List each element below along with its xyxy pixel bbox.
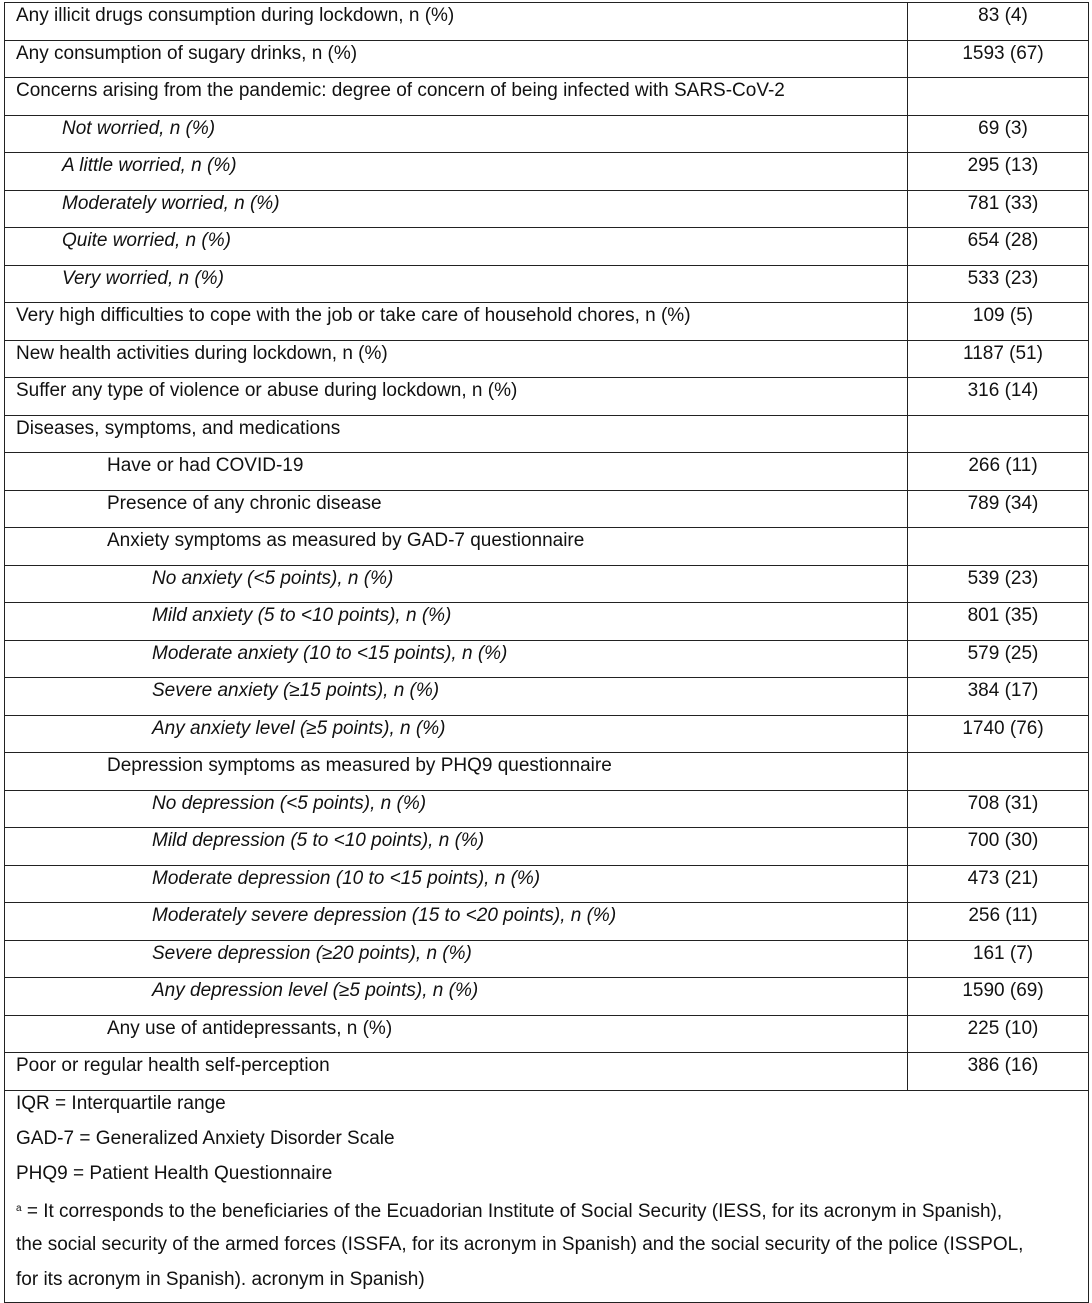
row-label: Moderately worried, n (%) xyxy=(5,190,908,228)
row-value: 256 (11) xyxy=(968,905,1038,926)
table-row xyxy=(5,1015,1089,1053)
row-value: 801 (35) xyxy=(967,605,1039,626)
row-label: Moderately severe depression (15 to <20 points), n (%) xyxy=(5,903,908,941)
row-value: 708 (31) xyxy=(967,792,1039,814)
row-value: 1593 (67) xyxy=(962,42,1044,64)
row-value: 384 (17) xyxy=(967,680,1039,701)
row-label: Severe anxiety (≥15 points), n (%) xyxy=(5,678,908,716)
row-label: Moderate depression (10 to <15 points), n (%) xyxy=(5,865,908,903)
footnote-phq9: PHQ9 = Patient Health Questionnaire xyxy=(16,1163,333,1185)
row-label: Poor or regular health self-perception xyxy=(5,1053,908,1091)
row-label: A little worried, n (%) xyxy=(5,153,908,191)
table-row xyxy=(5,78,1089,116)
row-label: New health activities during lockdown, n (%) xyxy=(5,340,908,378)
row-label: Quite worried, n (%) xyxy=(5,228,908,266)
row-value: 654 (28) xyxy=(967,230,1039,251)
table-row xyxy=(5,378,1089,416)
table-row xyxy=(5,340,1089,378)
table-row xyxy=(5,40,1089,78)
row-label: Not worried, n (%) xyxy=(5,115,908,153)
row-value: 69 (3) xyxy=(978,117,1028,139)
row-label: Very high difficulties to cope with the job or take care of household chores, n (%) xyxy=(5,303,908,341)
footnote-a-continuation: the social security of the armed forces (ISSFA, for its acronym in Spanish) and the social security of the police (ISSPOL, xyxy=(16,1233,1024,1255)
row-label: Any use of antidepressants, n (%) xyxy=(5,1015,908,1053)
row-value: 295 (13) xyxy=(967,155,1039,176)
row-label: Moderate anxiety (10 to <15 points), n (%) xyxy=(5,640,908,678)
table-row xyxy=(5,865,1089,903)
table-row xyxy=(5,115,1089,153)
table-row xyxy=(5,153,1089,191)
table-row xyxy=(5,790,1089,828)
results-table xyxy=(4,2,1089,1303)
table-row xyxy=(5,490,1089,528)
footnotes xyxy=(5,1090,1089,1303)
table-row xyxy=(5,753,1089,791)
row-value: 161 (7) xyxy=(972,942,1034,964)
table-row xyxy=(5,1053,1089,1091)
table-row xyxy=(5,228,1089,266)
footnote-marker: a xyxy=(16,1203,22,1215)
table-row xyxy=(5,303,1089,341)
row-label: Very worried, n (%) xyxy=(5,265,908,303)
row-value: 83 (4) xyxy=(978,5,1028,26)
row-value: 579 (25) xyxy=(967,642,1039,664)
row-label: Mild anxiety (5 to <10 points), n (%) xyxy=(5,603,908,641)
table-row xyxy=(5,415,1089,453)
row-value: 789 (34) xyxy=(967,492,1039,514)
subsection-heading: Anxiety symptoms as measured by GAD-7 questionnaire xyxy=(5,528,908,566)
row-label: Presence of any chronic disease xyxy=(5,490,908,528)
row-label: Any consumption of sugary drinks, n (%) xyxy=(5,40,908,78)
row-label: No anxiety (<5 points), n (%) xyxy=(5,565,908,603)
subsection-heading: Depression symptoms as measured by PHQ9 questionnaire xyxy=(5,753,908,791)
section-heading: Diseases, symptoms, and medications xyxy=(5,415,908,453)
row-value: 1740 (76) xyxy=(962,717,1044,739)
row-value: 533 (23) xyxy=(967,267,1039,289)
table-row xyxy=(5,190,1089,228)
table-row xyxy=(5,3,1089,41)
row-value: 781 (33) xyxy=(967,192,1039,214)
row-value: 316 (14) xyxy=(967,380,1039,401)
row-value: 386 (16) xyxy=(967,1055,1039,1076)
row-value: 1590 (69) xyxy=(962,980,1044,1001)
section-heading: Concerns arising from the pandemic: degree of concern of being infected with SARS-CoV-2 xyxy=(5,78,908,116)
table-row xyxy=(5,603,1089,641)
footnote-iqr: IQR = Interquartile range xyxy=(16,1092,226,1114)
row-value: 539 (23) xyxy=(967,567,1039,589)
table-row xyxy=(5,715,1089,753)
footnote-gad7: GAD-7 = Generalized Anxiety Disorder Scale xyxy=(16,1127,395,1149)
row-label: Any illicit drugs consumption during lockdown, n (%) xyxy=(5,3,908,41)
table-row xyxy=(5,640,1089,678)
row-label: Any depression level (≥5 points), n (%) xyxy=(5,978,908,1016)
table-row xyxy=(5,678,1089,716)
row-label: No depression (<5 points), n (%) xyxy=(5,790,908,828)
footnote-a-text: = It corresponds to the beneficiaries of the Ecuadorian Institute of Social Security (IESS, for its acronym in Spanish), xyxy=(21,1201,1003,1223)
footnotes-row xyxy=(5,1090,1089,1303)
footnote-a xyxy=(16,1196,1088,1231)
table-row xyxy=(5,828,1089,866)
row-label: Severe depression (≥20 points), n (%) xyxy=(5,940,908,978)
table-row xyxy=(5,528,1089,566)
table-row xyxy=(5,903,1089,941)
table-row xyxy=(5,565,1089,603)
row-value: 700 (30) xyxy=(967,830,1039,851)
row-label: Have or had COVID-19 xyxy=(5,453,908,491)
table-row xyxy=(5,453,1089,491)
row-label: Mild depression (5 to <10 points), n (%) xyxy=(5,828,908,866)
table-row xyxy=(5,940,1089,978)
row-label: Any anxiety level (≥5 points), n (%) xyxy=(5,715,908,753)
row-value: 225 (10) xyxy=(967,1017,1039,1039)
footnote-a-continuation: for its acronym in Spanish). acronym in Spanish) xyxy=(16,1268,425,1290)
table-row xyxy=(5,978,1089,1016)
row-value: 473 (21) xyxy=(967,867,1039,889)
row-value: 266 (11) xyxy=(968,455,1038,476)
table-row xyxy=(5,265,1089,303)
row-label: Suffer any type of violence or abuse during lockdown, n (%) xyxy=(5,378,908,416)
row-value: 1187 (51) xyxy=(963,342,1043,364)
row-value: 109 (5) xyxy=(972,305,1034,326)
